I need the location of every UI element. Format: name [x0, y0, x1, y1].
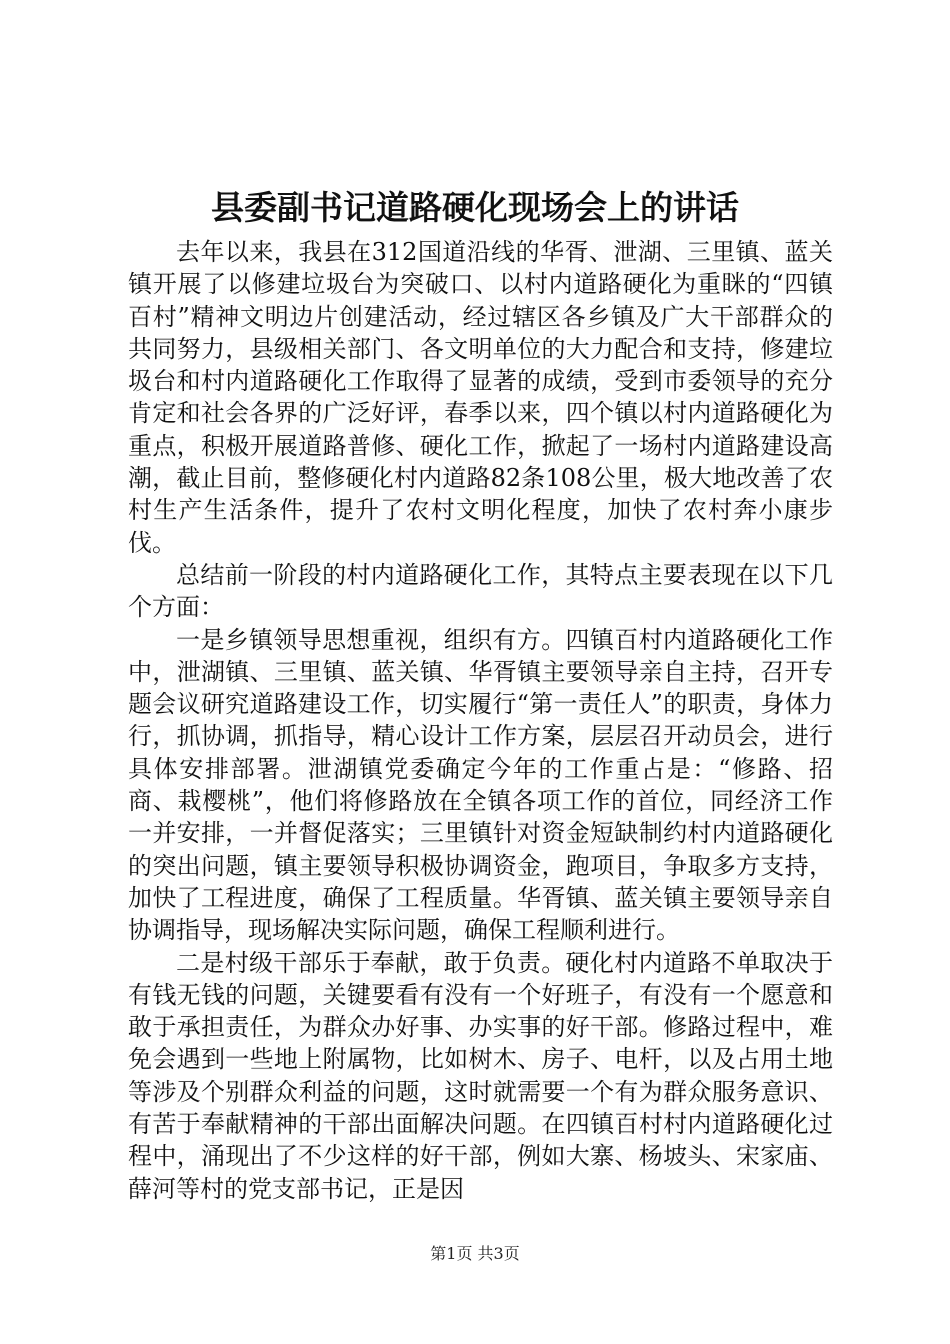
- document-title: 县委副书记道路硬化现场会上的讲话: [211, 188, 739, 227]
- page-number-footer: 第1页 共3页: [430, 1244, 520, 1263]
- paragraph-4: 二是村级干部乐于奉献，敢于负责。硬化村内道路不单取决于有钱无钱的问题，关键要看有没有一个好班子，有没有一个愿意和敢于承担责任，为群众办好事、办实事的好干部。修路过程中，难免会遇到一些地上附属物，比如树木、房子、电杆，以及占用土地等涉及个别群众利益的问题，这时就需要一个有为群众服务意识、有苦于奉献精神的干部出面解决问题。在四镇百村村内道路硬化过程中，涌现出了不少这样的好干部，例如大寨、杨坡头、宋家庙、薛河等村的党支部书记，正是因: [128, 948, 833, 1203]
- paragraph-3: 一是乡镇领导思想重视，组织有方。四镇百村内道路硬化工作中，泄湖镇、三里镇、蓝关镇、华胥镇主要领导亲自主持，召开专题会议研究道路建设工作，切实履行“第一责任人”的职责，身体力行，抓协调，抓指导，精心设计工作方案，层层召开动员会，进行具体安排部署。泄湖镇党委确定今年的工作重占是：“修路、招商、栽樱桃”，他们将修路放在全镇各项工作的首位，同经济工作一并安排，一并督促落实；三里镇针对资金短缺制约村内道路硬化的突出问题，镇主要领导积极协调资金，跑项目，争取多方支持，加快了工程进度，确保了工程质量。华胥镇、蓝关镇主要领导亲自协调指导，现场解决实际问题，确保工程顺利进行。: [128, 625, 833, 945]
- document-body: [128, 236, 833, 1205]
- paragraph-2: 总结前一阶段的村内道路硬化工作，其特点主要表现在以下几个方面：: [128, 560, 833, 622]
- paragraph-1: 去年以来，我县在312国道沿线的华胥、泄湖、三里镇、蓝关镇开展了以修建垃圾台为突破口、以村内道路硬化为重眯的“四镇百村”精神文明边片创建活动，经过辖区各乡镇及广大干部群众的共同努力，县级相关部门、各文明单位的大力配合和支持，修建垃圾台和村内道路硬化工作取得了显著的成绩，受到市委领导的充分肯定和社会各界的广泛好评，春季以来，四个镇以村内道路硬化为重点，积极开展道路普修、硬化工作，掀起了一场村内道路建设高潮，截止目前，整修硬化村内道路82条108公里，极大地改善了农村生产生活条件，提升了农村文明化程度，加快了农村奔小康步伐。: [128, 238, 833, 557]
